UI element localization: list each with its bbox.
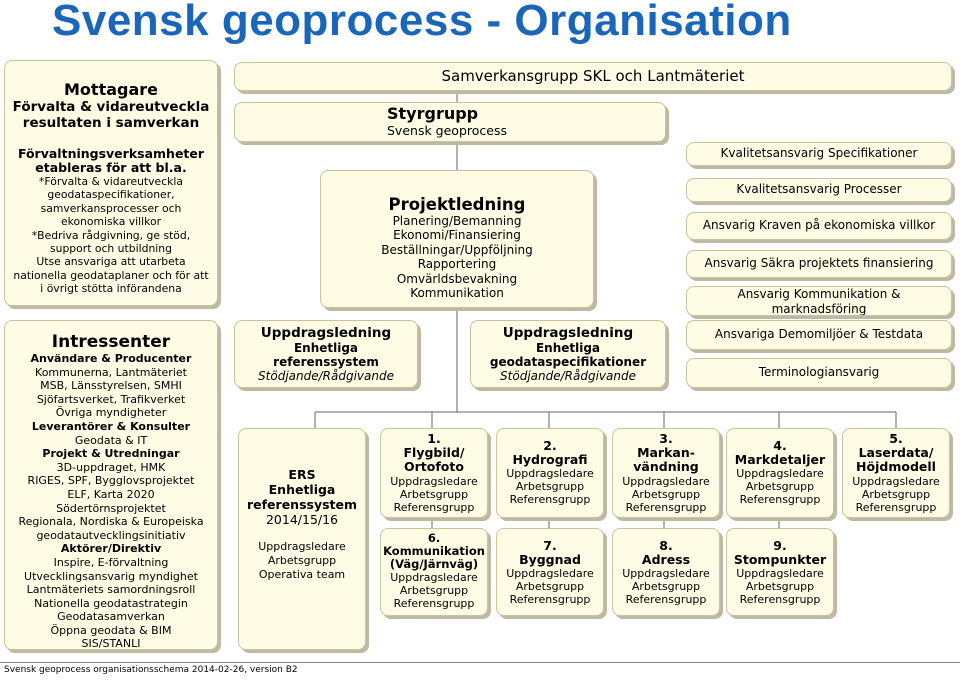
text-line: Höjdmodell: [856, 459, 936, 475]
intressenter-item: Regionala, Nordiska & Europeiska: [18, 515, 204, 529]
text-line: Uppdragsledare: [258, 540, 346, 553]
text-line: Uppdragsledare: [390, 474, 478, 488]
role-box: [686, 142, 952, 166]
text-line: Ortofoto: [404, 459, 464, 475]
project-box: [612, 428, 720, 518]
text-line: Referensgrupp: [509, 493, 591, 507]
text-line: Referensgrupp: [393, 597, 475, 610]
text-line: Adress: [641, 552, 691, 568]
project-box: [612, 528, 720, 616]
intressenter-item: Kommunerna, Lantmäteriet: [35, 365, 187, 379]
text-line: 1.: [427, 431, 441, 446]
text-line: Referensgrupp: [625, 500, 707, 514]
intressenter-item: SIS/STANLI: [81, 637, 141, 650]
text-line: vändning: [633, 459, 699, 475]
intressenter-item: Södertörnsprojektet: [56, 501, 166, 515]
intressenter-category: Leverantörer & Konsulter: [31, 419, 191, 433]
mottagare-heading: Mottagare: [64, 80, 158, 99]
text-line: Rapportering: [417, 257, 497, 272]
text-line: Uppdragsledare: [390, 571, 478, 584]
text-line: Beställningar/Uppföljning: [381, 242, 533, 257]
projektledning-box: Projektledning Planering/Bemanning Ekonomi/Finansiering Beställningar/Uppföljning Rapportering Omvärldsbevakning Kommunikation: [320, 170, 594, 308]
text-line: i övrigt stötta införandena: [40, 282, 182, 296]
intressenter-category: Aktörer/Direktiv: [60, 542, 162, 556]
intressenter-item: MSB, Länsstyrelsen, SMHI: [40, 379, 182, 393]
text-line: 5.: [889, 431, 903, 446]
intressenter-item: Sjöfartsverket, Trafikverket: [36, 392, 186, 406]
text-line: Ansvarig Säkra projektets finansiering: [704, 256, 934, 270]
text-line: Referensgrupp: [739, 593, 821, 607]
text-line: (Väg/Järnväg): [389, 557, 479, 571]
text-line: 9.: [773, 538, 787, 553]
mottagare-lines: [5, 175, 217, 296]
role-box: [686, 178, 952, 202]
project-box: [726, 428, 834, 518]
text-line: Arbetsgrupp: [399, 487, 469, 501]
text-line: 6.: [427, 531, 441, 545]
text-line: Arbetsgrupp: [745, 480, 815, 494]
text-line: Uppdragsledare: [506, 567, 594, 581]
footer: Svensk geoprocess organisationsschema 2014-02-26, version B2: [0, 662, 960, 681]
text-line: *Förvalta & vidareutveckla: [38, 175, 184, 188]
intressenter-box: [4, 320, 218, 650]
page-title: Svensk geoprocess - Organisation: [52, 0, 792, 45]
intressenter-item: Lantmäteriets samordningsroll: [26, 583, 196, 597]
text-line: Utse ansvariga att utarbeta: [36, 255, 186, 269]
text-line: Ansvarig Kraven på ekonomiska villkor: [702, 218, 936, 232]
styrgrupp-box: Styrgrupp Svensk geoprocess: [234, 102, 666, 142]
text-line: Uppdragsledare: [736, 567, 824, 581]
text-line: Byggnad: [519, 552, 581, 568]
text-line: Markan-: [637, 445, 695, 461]
text-line: Kvalitetsansvarig Processer: [736, 182, 902, 196]
text-line: Arbetsgrupp: [631, 580, 701, 594]
intressenter-item: Övriga myndigheter: [55, 406, 167, 420]
text-line: Uppdragsledare: [622, 474, 710, 488]
text-line: Omvärldsbevakning: [396, 271, 518, 286]
intressenter-category: Användare & Producenter: [30, 352, 192, 365]
mottagare-box: Mottagare Förvalta & vidareutveckla resultaten i samverkan Förvaltningsverksamheter etableras för att bl.a. *Förvalta & vidareutveckla geodataspecifikationer, samverkansprocesser och ekonomiska villkor *Bedriva rådgivning, ge stöd, support och utbildning Utse ansvariga att utarbeta nationella geodataplaner och för att i övrigt stötta införandena: [4, 60, 218, 306]
intressenter-item: geodatautvecklingsinitiativ: [36, 528, 186, 542]
role-box: [686, 286, 952, 316]
text-line: Ansvarig Kommunikation &: [737, 287, 901, 301]
text-line: *Bedriva rådgivning, ge stöd,: [31, 228, 191, 242]
text-line: geodataspecifikationer,: [47, 188, 175, 202]
intressenter-category: Projekt & Utredningar: [42, 447, 180, 461]
text-line: Arbetsgrupp: [515, 480, 585, 494]
text-line: Ekonomi/Finansiering: [393, 228, 521, 243]
text-line: 2.: [543, 438, 557, 453]
text-line: samverkansprocesser och: [40, 201, 182, 215]
uppdragsledning-geodataspec-box: Uppdragsledning Enhetliga geodataspecifikationer Stödjande/Rådgivande: [470, 320, 666, 388]
role-box: [686, 358, 952, 388]
text-line: Referensgrupp: [393, 500, 475, 514]
intressenter-item: ELF, Karta 2020: [67, 487, 155, 501]
text-line: Uppdragsledare: [736, 467, 824, 481]
uppdragsledning-referenssystem-box: Uppdragsledning Enhetliga referenssystem Stödjande/Rådgivande: [234, 320, 418, 388]
text-line: support och utbildning: [49, 242, 173, 256]
text-line: nationella geodataplaner och för att: [13, 268, 209, 282]
text-line: Terminologiansvarig: [758, 365, 880, 379]
text-line: 8.: [659, 538, 673, 553]
project-box: [496, 528, 604, 616]
text-line: Laserdata/: [858, 445, 934, 461]
intressenter-item: Geodatasamverkan: [57, 610, 165, 624]
samverkansgrupp-box: Samverkansgrupp SKL och Lantmäteriet: [234, 62, 952, 91]
text-line: Ansvariga Demomiljöer & Testdata: [714, 327, 924, 341]
text-line: Referensgrupp: [509, 593, 591, 607]
project-box: [380, 428, 488, 518]
project-box: [842, 428, 950, 518]
text-line: 3.: [659, 431, 673, 446]
project-box: [496, 428, 604, 518]
text-line: Uppdragsledare: [506, 467, 594, 481]
text-line: Planering/Bemanning: [392, 214, 522, 228]
text-line: Referensgrupp: [625, 593, 707, 607]
intressenter-item: Nationella geodatastrategin: [34, 596, 188, 610]
project-box: [380, 528, 488, 616]
text-line: Referensgrupp: [855, 500, 937, 514]
text-line: Kommunikation: [410, 286, 504, 301]
intressenter-item: RIGES, SPF, Bygglovsprojektet: [27, 474, 195, 488]
text-line: Arbetsgrupp: [745, 580, 815, 594]
role-box: [686, 212, 952, 240]
text-line: Referensgrupp: [739, 493, 821, 507]
role-box: [686, 250, 952, 278]
ers-box: ERS Enhetliga referenssystem 2014/15/16 Uppdragsledare Arbetsgrupp Operativa team: [238, 428, 366, 650]
intressenter-item: 3D-uppdraget, HMK: [56, 460, 166, 474]
text-line: Arbetsgrupp: [267, 554, 337, 567]
text-line: marknadsföring: [771, 301, 867, 316]
text-line: Kommunikation: [383, 544, 485, 558]
text-line: Uppdragsledare: [622, 567, 710, 581]
text-line: 4.: [773, 438, 787, 453]
text-line: Stompunkter: [733, 552, 827, 568]
text-line: Arbetsgrupp: [515, 580, 585, 594]
intressenter-list: [5, 352, 217, 650]
text-line: Arbetsgrupp: [631, 487, 701, 501]
intressenter-item: Inspire, E-förvaltning: [53, 555, 169, 569]
text-line: Arbetsgrupp: [399, 584, 469, 597]
role-box: [686, 320, 952, 350]
intressenter-item: Utvecklingsansvarig myndighet: [24, 569, 198, 583]
text-line: Flygbild/: [403, 445, 465, 461]
text-line: Kvalitetsansvarig Specifikationer: [720, 146, 918, 160]
text-line: ekonomiska villkor: [60, 215, 162, 229]
text-line: Uppdragsledare: [852, 474, 940, 488]
project-box: [726, 528, 834, 616]
intressenter-heading: Intressenter: [51, 332, 171, 352]
text-line: Hydrografi: [512, 452, 588, 468]
intressenter-item: Öppna geodata & BIM: [50, 623, 172, 637]
text-line: Arbetsgrupp: [861, 487, 931, 501]
intressenter-item: Geodata & IT: [74, 433, 148, 447]
text-line: Operativa team: [258, 568, 346, 581]
text-line: Markdetaljer: [734, 452, 826, 468]
text-line: 7.: [543, 538, 557, 553]
